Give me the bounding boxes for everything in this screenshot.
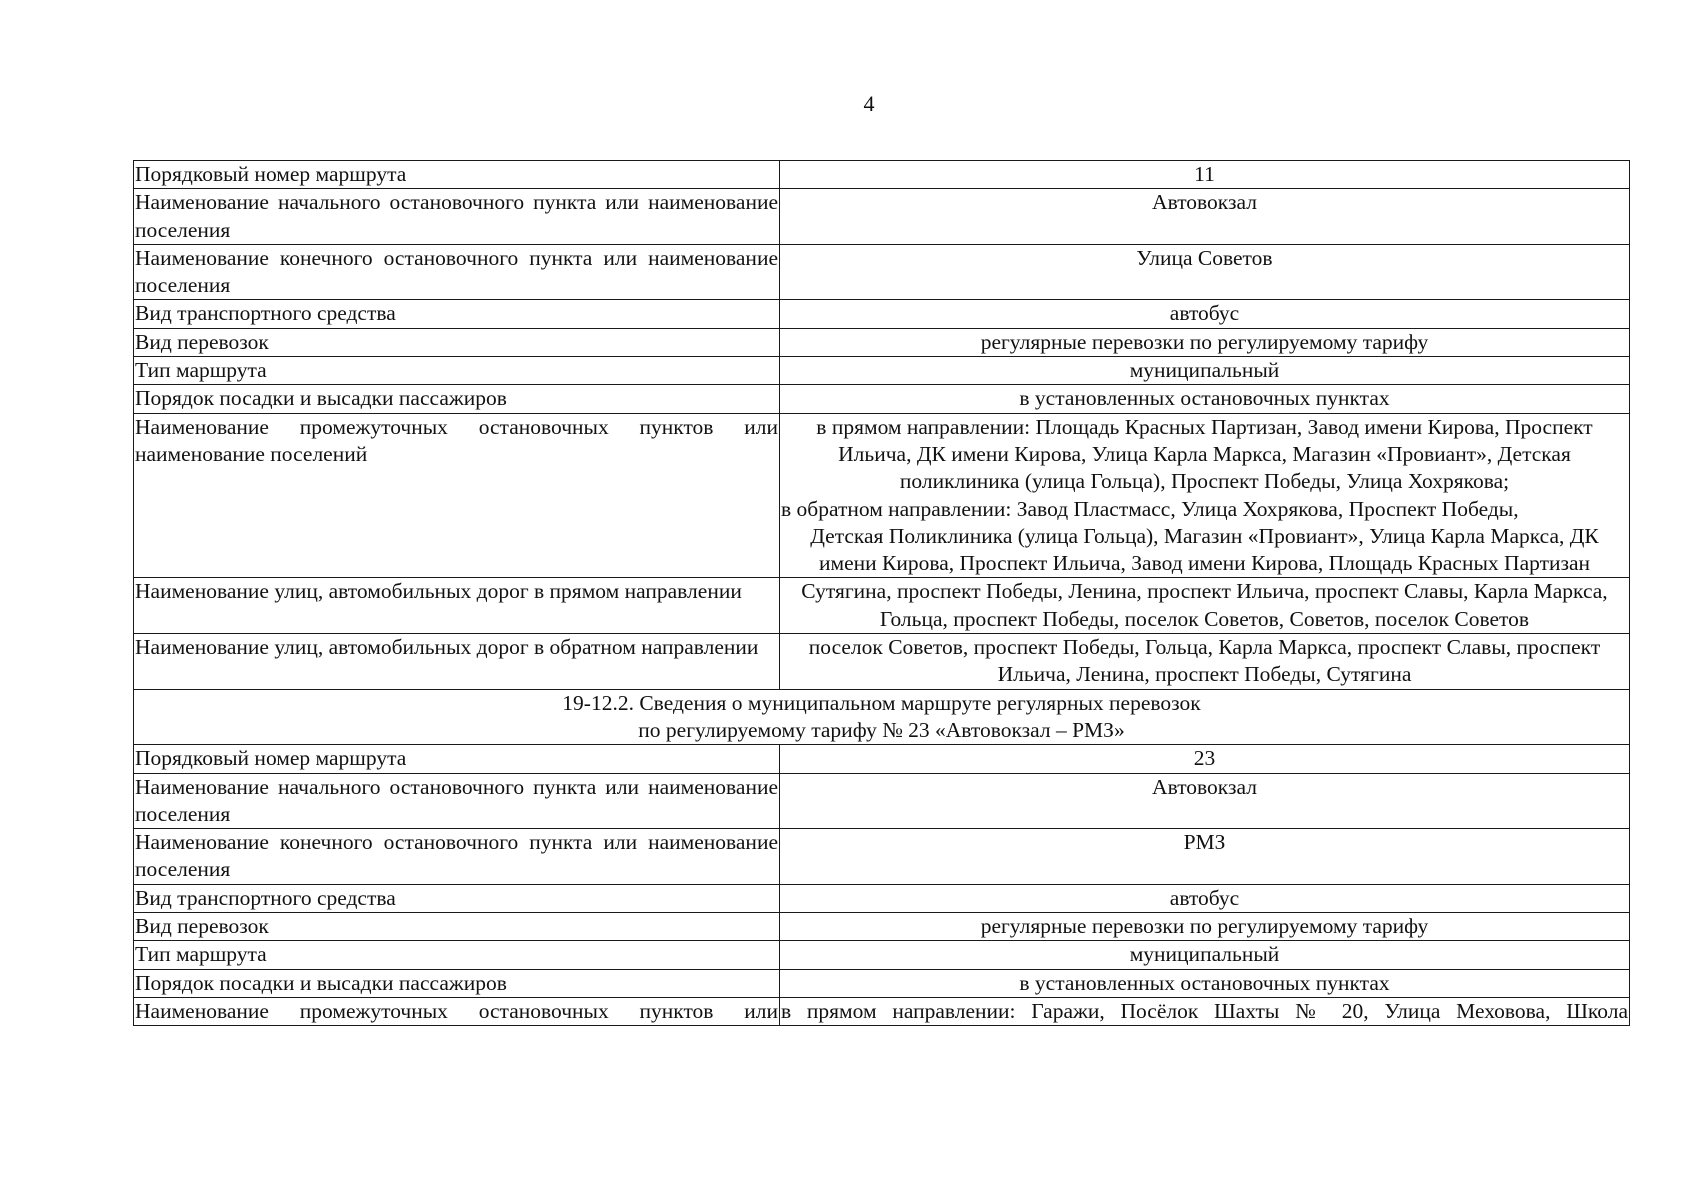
route-23-route-type-label: Тип маршрута <box>134 941 780 969</box>
route-11-boarding-order-label: Порядок посадки и высадки пассажиров <box>134 385 780 413</box>
route-11-intermediate-stops-value <box>780 413 1630 578</box>
route-11-intermediate-stops-label: Наименование промежуточных остановочных пунктов или наименование поселений <box>134 413 780 578</box>
route-11-backward-stops-first-line: в обратном направлении: Завод Пластмасс, Улица Хохрякова, Проспект Победы, <box>781 496 1519 521</box>
section-heading <box>134 689 1630 745</box>
route-11-end-stop-label: Наименование конечного остановочного пункта или наименование поселения <box>134 244 780 300</box>
route-11-boarding-order-value: в установленных остановочных пунктах <box>780 385 1630 413</box>
route-23-vehicle-type-label: Вид транспортного средства <box>134 884 780 912</box>
route-11-transport-kind-value: регулярные перевозки по регулируемому тарифу <box>780 328 1630 356</box>
route-11-number-label: Порядковый номер маршрута <box>134 161 780 189</box>
table-row <box>134 385 1630 413</box>
table-row <box>134 941 1630 969</box>
route-23-start-stop-label: Наименование начального остановочного пункта или наименование поселения <box>134 773 780 829</box>
route-11-number-value: 11 <box>780 161 1630 189</box>
table-row <box>134 328 1630 356</box>
section-heading-line-1: 19-12.2. Сведения о муниципальном маршруте регулярных перевозок <box>562 690 1201 715</box>
table-row <box>134 773 1630 829</box>
table-row <box>134 884 1630 912</box>
route-11-start-stop-value: Автовокзал <box>780 189 1630 245</box>
route-11-streets-backward-value: поселок Советов, проспект Победы, Гольца, Карла Маркса, проспект Славы, проспект Ильича, Ленина, проспект Победы, Сутягина <box>780 634 1630 690</box>
route-11-forward-stops: в прямом направлении: Площадь Красных Партизан, Завод имени Кирова, Проспект Ильича, ДК имени Кирова, Улица Карла Маркса, Магазин «Провиант», Детская поликлиника (улица Гольца), Проспект Победы, Улица Хохрякова; <box>816 414 1593 494</box>
table-row <box>134 913 1630 941</box>
route-23-intermediate-stops-label: Наименование промежуточных остановочных пунктов или <box>134 997 780 1025</box>
route-23-start-stop-value: Автовокзал <box>780 773 1630 829</box>
table-row <box>134 634 1630 690</box>
table-row <box>134 300 1630 328</box>
route-11-streets-backward-label: Наименование улиц, автомобильных дорог в обратном направлении <box>134 634 780 690</box>
route-23-intermediate-stops-value: в прямом направлении: Гаражи, Посёлок Шахты № 20, Улица Меховова, Школа <box>780 997 1630 1025</box>
route-11-vehicle-type-label: Вид транспортного средства <box>134 300 780 328</box>
route-23-end-stop-value: РМЗ <box>780 829 1630 885</box>
table-row <box>134 969 1630 997</box>
route-23-end-stop-label: Наименование конечного остановочного пункта или наименование поселения <box>134 829 780 885</box>
route-11-streets-forward-label: Наименование улиц, автомобильных дорог в прямом направлении <box>134 578 780 634</box>
table-row <box>134 829 1630 885</box>
route-11-backward-stops: Детская Поликлиника (улица Гольца), Магазин «Провиант», Улица Карла Маркса, ДК имени Кирова, Проспект Ильича, Завод имени Кирова, Площадь Красных Партизан <box>810 523 1599 576</box>
table-row <box>134 244 1630 300</box>
table-row <box>134 997 1630 1025</box>
route-info-table <box>133 160 1630 1026</box>
route-23-vehicle-type-value: автобус <box>780 884 1630 912</box>
table-row <box>134 161 1630 189</box>
table-row <box>134 578 1630 634</box>
table-row <box>134 357 1630 385</box>
route-11-end-stop-value: Улица Советов <box>780 244 1630 300</box>
route-23-boarding-order-value: в установленных остановочных пунктах <box>780 969 1630 997</box>
route-11-route-type-value: муниципальный <box>780 357 1630 385</box>
route-23-boarding-order-label: Порядок посадки и высадки пассажиров <box>134 969 780 997</box>
route-23-transport-kind-value: регулярные перевозки по регулируемому тарифу <box>780 913 1630 941</box>
route-11-transport-kind-label: Вид перевозок <box>134 328 780 356</box>
section-heading-row <box>134 689 1630 745</box>
route-11-streets-forward-value: Сутягина, проспект Победы, Ленина, проспект Ильича, проспект Славы, Карла Маркса, Гольца, проспект Победы, поселок Советов, Советов, поселок Советов <box>780 578 1630 634</box>
table-row <box>134 413 1630 578</box>
route-23-number-label: Порядковый номер маршрута <box>134 745 780 773</box>
table-row <box>134 189 1630 245</box>
route-23-number-value: 23 <box>780 745 1630 773</box>
route-11-vehicle-type-value: автобус <box>780 300 1630 328</box>
route-11-route-type-label: Тип маршрута <box>134 357 780 385</box>
table-row <box>134 745 1630 773</box>
section-heading-line-2: по регулируемому тарифу № 23 «Автовокзал – РМЗ» <box>638 717 1125 742</box>
route-23-transport-kind-label: Вид перевозок <box>134 913 780 941</box>
route-11-start-stop-label: Наименование начального остановочного пункта или наименование поселения <box>134 189 780 245</box>
route-23-route-type-value: муниципальный <box>780 941 1630 969</box>
page-number: 4 <box>863 91 875 116</box>
